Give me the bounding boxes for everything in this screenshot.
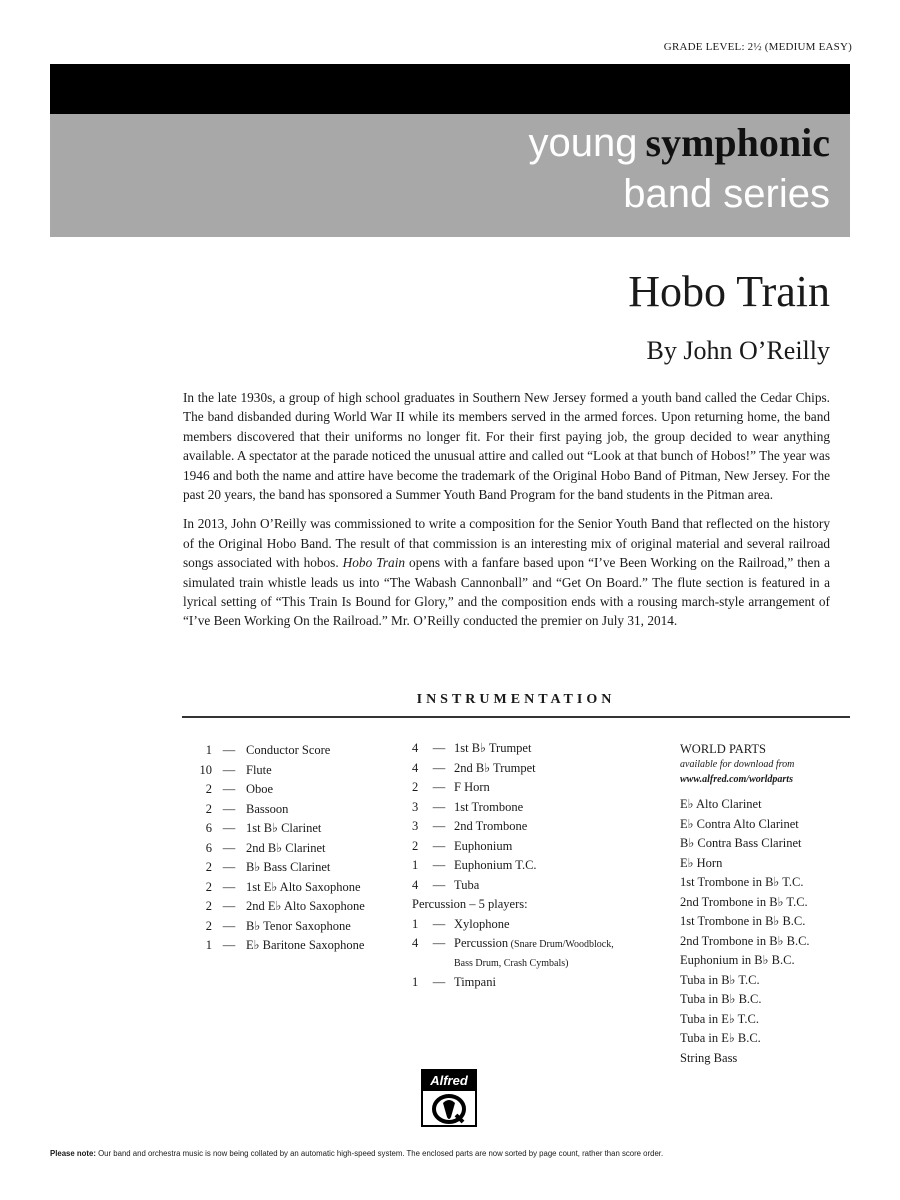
series-title-line2: band series — [623, 172, 830, 216]
instrument-row — [190, 878, 390, 898]
instrument-name: Tuba — [454, 877, 480, 892]
instrument-name: 2nd B♭ Trumpet — [454, 760, 536, 775]
instrument-name-wrap — [454, 915, 510, 935]
world-part-item: Tuba in E♭ B.C. — [680, 1031, 761, 1045]
p2-part2: opens with a fanfare based upon “I’ve Been Working on the Railroad,” then a simulated train whistle leads us into “The Wabash Cannonball” and “Get On Board.” The flute section is featured in a lyrical setting of “This Train Is Bound for Glory,” and the composition ends with a rousing march-style arrangement of “I’ve Been Working On the Railroad.” Mr. O’Reilly conducted the premier on July 31, 2014. — [183, 555, 831, 629]
grade-level: GRADE LEVEL: 2½ (MEDIUM EASY) — [663, 41, 852, 53]
instrument-name: Percussion — [454, 936, 509, 950]
instrument-dash: — — [222, 743, 236, 757]
instrument-name: 2nd B♭ Clarinet — [246, 840, 326, 855]
instrument-quantity: 1 — [412, 916, 419, 931]
p2-italic-title: Hobo Train — [342, 555, 406, 571]
alfred-logo-mark-icon — [429, 1093, 469, 1125]
world-part-item: E♭ Alto Clarinet — [680, 797, 762, 811]
instrument-row — [412, 876, 657, 896]
instrument-row — [412, 739, 657, 759]
instrument-name: Conductor Score — [246, 743, 331, 757]
alfred-logo — [421, 1069, 477, 1127]
instrument-row — [190, 819, 390, 839]
instrument-name: E♭ Baritone Saxophone — [246, 938, 365, 952]
instrument-dash: — — [432, 780, 446, 794]
instrument-row — [412, 856, 657, 876]
instrument-quantity: 2 — [205, 860, 212, 874]
world-part-item: 2nd Trombone in B♭ B.C. — [680, 933, 810, 948]
piece-title: Hobo Train — [628, 267, 830, 316]
series-word-symphonic: symphonic — [645, 120, 830, 165]
instrument-quantity: 6 — [205, 821, 212, 835]
instrument-quantity: 1 — [412, 858, 419, 872]
percussion-row — [412, 973, 657, 993]
instrument-quantity: 4 — [412, 936, 419, 950]
instrument-quantity: 1 — [205, 743, 212, 757]
instrument-row — [190, 780, 390, 800]
instrument-detail: (Snare Drum/Woodblock, — [508, 939, 614, 950]
instrument-name: 2nd Trombone — [454, 819, 528, 833]
instrumentation-heading: INSTRUMENTATION — [416, 692, 616, 707]
instrument-dash: — — [222, 762, 236, 777]
instrument-quantity: 1 — [205, 938, 212, 952]
instrument-quantity: 6 — [205, 840, 212, 855]
instrument-dash: — — [432, 819, 446, 833]
percussion-row — [412, 915, 657, 935]
footer-note — [50, 1148, 860, 1160]
instrument-detail-line2: Bass Drum, Crash Cymbals) — [454, 957, 569, 969]
program-notes — [183, 388, 830, 641]
instrument-dash: — — [432, 877, 446, 892]
world-part-item: Euphonium in B♭ B.C. — [680, 953, 795, 967]
instrument-name: F Horn — [454, 780, 490, 794]
instrument-dash: — — [432, 838, 446, 853]
instrument-name: Oboe — [246, 782, 274, 796]
instrument-row — [412, 817, 657, 837]
footer-note-label: Please note: — [50, 1149, 96, 1158]
instrument-row — [190, 761, 390, 781]
world-parts-column — [680, 741, 850, 1068]
world-part-item: 2nd Trombone in B♭ T.C. — [680, 894, 808, 909]
instrument-row — [190, 917, 390, 937]
instrument-name: Timpani — [454, 974, 496, 989]
world-part-item: E♭ Horn — [680, 855, 723, 870]
world-parts-title: WORLD PARTS — [680, 742, 766, 756]
instrument-dash: — — [432, 974, 446, 989]
instrument-dash: — — [222, 899, 236, 913]
instrument-quantity: 4 — [412, 741, 419, 755]
percussion-header: Percussion – 5 players: — [412, 897, 528, 911]
world-parts-note: available for download from — [680, 759, 795, 770]
instrument-dash: — — [432, 916, 446, 931]
instrument-dash: — — [432, 760, 446, 775]
series-word-young: young — [528, 121, 638, 165]
instrument-quantity: 3 — [412, 819, 419, 833]
world-part-item: E♭ Contra Alto Clarinet — [680, 816, 799, 831]
instrument-dash: — — [222, 938, 236, 952]
instrument-row — [412, 837, 657, 857]
instrument-name: Bassoon — [246, 801, 289, 816]
world-part-item: 1st Trombone in B♭ T.C. — [680, 875, 804, 889]
program-notes-paragraph-2 — [183, 514, 830, 630]
instrument-dash: — — [432, 936, 446, 950]
instrument-quantity: 4 — [412, 760, 419, 775]
instrument-row — [190, 839, 390, 859]
series-title-line1 — [529, 118, 830, 168]
instrument-row — [190, 936, 390, 956]
instrument-dash: — — [222, 821, 236, 835]
instrument-dash: — — [222, 879, 236, 894]
instrument-name-wrap — [454, 973, 496, 993]
instrument-name: 1st E♭ Alto Saxophone — [246, 879, 361, 894]
instrument-name: Euphonium — [454, 838, 513, 853]
instrument-name: 1st B♭ Clarinet — [246, 821, 322, 835]
series-banner — [50, 114, 850, 237]
p2-part1: In 2013, John O’Reilly was commissioned to write a composition for the Senior Youth Band that reflected on the history of the Original Hobo Band. The result of that commission is an interesting mix of original material and several railroad songs associated with hobos. — [183, 516, 830, 571]
instrument-dash: — — [432, 799, 446, 814]
instrument-dash: — — [432, 741, 446, 755]
instrument-dash: — — [222, 860, 236, 874]
world-parts-url: www.alfred.com/worldparts — [680, 774, 793, 785]
instrument-column-2 — [412, 739, 657, 992]
instrument-name: 1st B♭ Trumpet — [454, 741, 532, 755]
instrument-quantity: 2 — [205, 782, 212, 796]
instrument-dash: — — [222, 840, 236, 855]
program-notes-paragraph-1: In the late 1930s, a group of high school graduates in Southern New Jersey formed a youth band called the Cedar Chips. The band disbanded during World War II while its members served in the armed forces. Upon returning home, the band members discovered that their uniforms no longer fit. For their first paying job, the group decided to wear anything available. A spectator at the parade noticed the unusual attire and called out “Look at that bunch of Hobos!” The year was 1946 and both the name and attire have become the trademark of the Original Hobo Band of Pitman, New Jersey. For the past 20 years, the band has sponsored a Summer Youth Band Program for the band students in the Pitman area. — [183, 390, 830, 503]
instrument-name: Flute — [246, 762, 272, 777]
instrument-row — [412, 798, 657, 818]
instrument-name: Xylophone — [454, 916, 510, 931]
instrument-quantity: 2 — [412, 780, 419, 794]
instrument-dash: — — [222, 801, 236, 816]
instrument-name: 2nd E♭ Alto Saxophone — [246, 899, 365, 913]
instrument-quantity: 3 — [412, 799, 419, 814]
world-part-item: 1st Trombone in B♭ B.C. — [680, 914, 806, 928]
percussion-row — [412, 934, 657, 955]
instrument-dash: — — [222, 918, 236, 933]
instrument-row — [190, 741, 390, 761]
instrument-quantity: 2 — [205, 801, 212, 816]
instrument-name-wrap — [454, 934, 614, 955]
instrument-dash: — — [432, 858, 446, 872]
world-part-item: Tuba in B♭ T.C. — [680, 972, 760, 987]
instrument-quantity: 2 — [205, 879, 212, 894]
instrument-column-1 — [190, 741, 390, 956]
instrument-quantity: 2 — [205, 918, 212, 933]
instrument-name: 1st Trombone — [454, 799, 524, 814]
instrument-name: Euphonium T.C. — [454, 858, 537, 872]
instrument-name: B♭ Tenor Saxophone — [246, 918, 351, 933]
world-part-item: B♭ Contra Bass Clarinet — [680, 836, 802, 850]
instrument-name: B♭ Bass Clarinet — [246, 860, 331, 874]
instrument-row — [190, 897, 390, 917]
composer-byline: By John O’Reilly — [646, 336, 830, 365]
alfred-logo-text: Alfred — [423, 1071, 475, 1091]
instrument-quantity: 10 — [199, 762, 212, 777]
instrument-row — [190, 858, 390, 878]
instrument-quantity: 2 — [412, 838, 419, 853]
instrument-row — [190, 800, 390, 820]
world-part-item: String Bass — [680, 1050, 738, 1065]
instrument-row — [412, 759, 657, 779]
instrument-quantity: 1 — [412, 974, 419, 989]
instrument-quantity: 4 — [412, 877, 419, 892]
footer-note-text: Our band and orchestra music is now being collated by an automatic high-speed system. The enclosed parts are now sorted by page count, rather than score order. — [95, 1149, 664, 1158]
header-black-bar — [50, 64, 850, 114]
instrument-dash: — — [222, 782, 236, 796]
instrument-quantity: 2 — [205, 899, 212, 913]
instrumentation-rule — [182, 716, 850, 718]
world-part-item: Tuba in B♭ B.C. — [680, 992, 762, 1006]
instrument-row — [412, 778, 657, 798]
world-part-item: Tuba in E♭ T.C. — [680, 1011, 759, 1026]
